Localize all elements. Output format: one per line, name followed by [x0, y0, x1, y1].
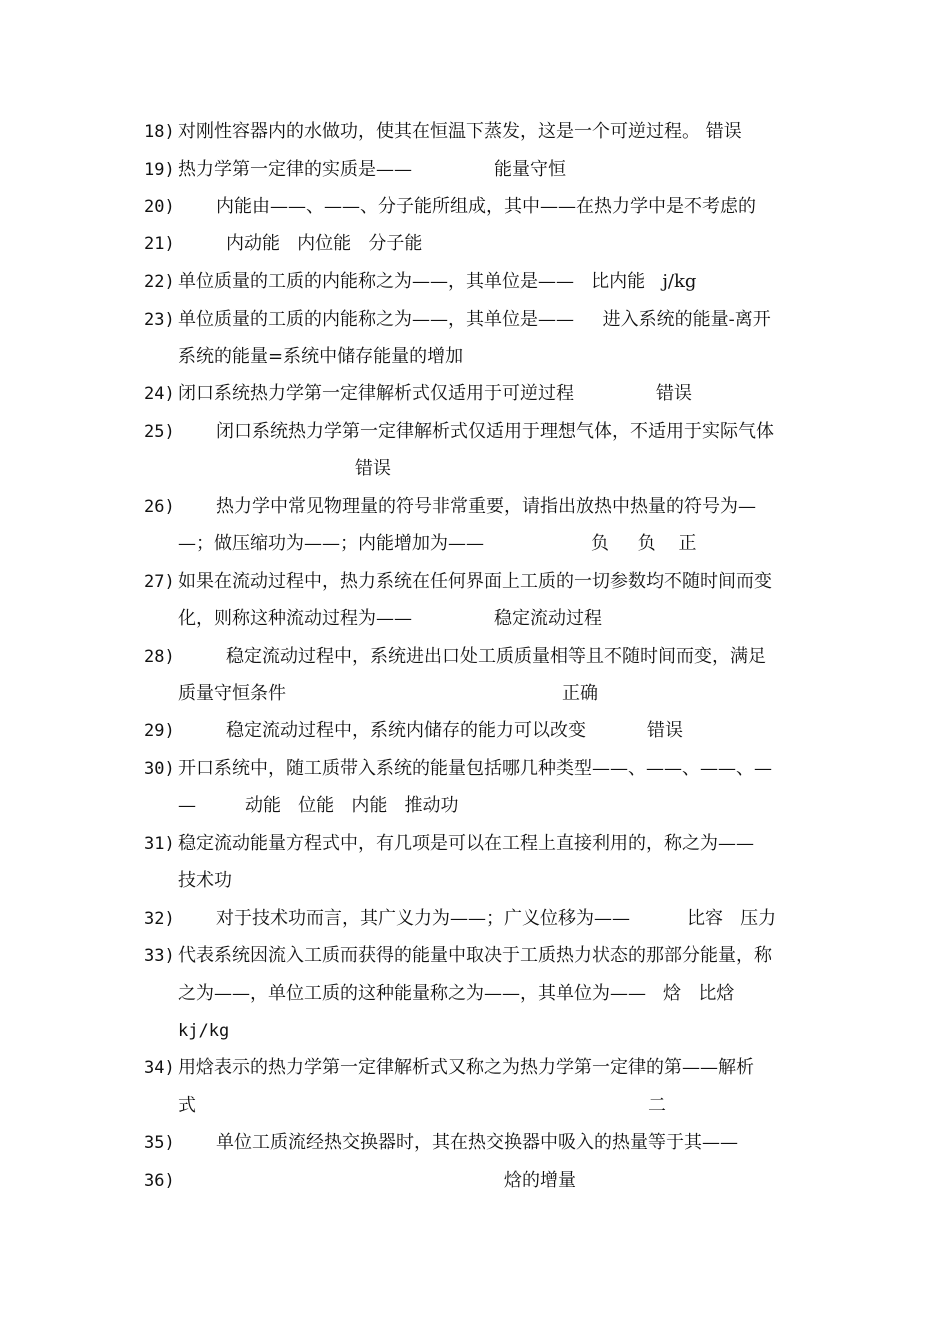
item-answer: 比容 压力 [687, 908, 777, 929]
item-text: 单位质量的工质的内能称之为——，其单位是—— 比内能 j/kg [178, 271, 697, 292]
list-item [0, 307, 950, 333]
item-number: 35) [144, 1133, 175, 1153]
item-number: 33) [144, 946, 175, 966]
item-text: 对刚性容器内的水做功，使其在恒温下蒸发，这是一个可逆过程。 错误 [178, 121, 742, 142]
list-item [0, 494, 950, 520]
item-number: 27) [144, 572, 175, 592]
item-text: 用焓表示的热力学第一定律解析式又称之为热力学第一定律的第——解析 [178, 1057, 754, 1078]
item-text: 如果在流动过程中，热力系统在任何界面上工质的一切参数均不随时间而变 [178, 571, 772, 592]
item-text: —；做压缩功为——；内能增加为—— [178, 533, 484, 554]
item-text: 内能由——、——、分子能所组成，其中——在热力学中是不考虑的 [216, 196, 756, 217]
item-text: 闭口系统热力学第一定律解析式仅适用于可逆过程 [178, 383, 574, 404]
item-number: 25) [144, 422, 175, 442]
item-text: 稳定流动过程中，系统进出口处工质质量相等且不随时间而变，满足 [226, 646, 766, 667]
item-text: 单位质量的工质的内能称之为——，其单位是—— 进入系统的能量-离开 [178, 309, 771, 330]
item-number: 21) [144, 234, 175, 254]
item-answer: 焓的增量 [504, 1170, 576, 1191]
list-item-continuation [0, 1018, 950, 1044]
list-item [0, 943, 950, 969]
list-item [0, 906, 950, 932]
item-text: 稳定流动能量方程式中，有几项是可以在工程上直接利用的，称之为—— [178, 833, 754, 854]
item-number: 26) [144, 497, 175, 517]
list-item [0, 119, 950, 145]
item-number: 24) [144, 384, 175, 404]
list-item-continuation [0, 456, 950, 482]
item-answer: 能量守恒 [494, 159, 566, 180]
item-text: 之为——，单位工质的这种能量称之为——，其单位为—— 焓 比焓 [178, 983, 735, 1004]
list-item [0, 1055, 950, 1081]
item-text: 内动能 内位能 分子能 [226, 233, 423, 254]
item-number: 29) [144, 721, 175, 741]
item-text: 单位工质流经热交换器时，其在热交换器中吸入的热量等于其—— [216, 1132, 738, 1153]
list-item [0, 756, 950, 782]
item-answer: 技术功 [178, 870, 232, 891]
item-answer: 负 负 正 [591, 533, 697, 554]
item-text: 代表系统因流入工质而获得的能量中取决于工质热力状态的那部分能量，称 [178, 945, 772, 966]
item-answer: 动能 位能 内能 推动功 [245, 795, 459, 816]
list-item-continuation [0, 981, 950, 1007]
item-text: 热力学第一定律的实质是—— [178, 159, 412, 180]
list-item [0, 194, 950, 220]
list-item-continuation [0, 344, 950, 370]
item-text: 闭口系统热力学第一定律解析式仅适用于理想气体，不适用于实际气体 [216, 421, 774, 442]
list-item [0, 644, 950, 670]
item-text: 式 [178, 1095, 196, 1116]
item-text: 稳定流动过程中，系统内储存的能力可以改变 [226, 720, 586, 741]
item-number: 23) [144, 310, 175, 330]
item-answer: 正确 [562, 683, 598, 704]
list-item [0, 569, 950, 595]
list-item [0, 381, 950, 407]
list-item [0, 1130, 950, 1156]
list-item [0, 231, 950, 257]
item-number: 36) [144, 1171, 175, 1191]
item-text: 热力学中常见物理量的符号非常重要，请指出放热中热量的符号为— [216, 496, 756, 517]
item-number: 28) [144, 647, 175, 667]
item-text: — [178, 795, 196, 816]
item-answer: 稳定流动过程 [494, 608, 602, 629]
item-text: 质量守恒条件 [178, 683, 286, 704]
list-item-continuation [0, 793, 950, 819]
item-number: 18) [144, 122, 175, 142]
item-number: 19) [144, 160, 175, 180]
list-item-continuation [0, 1093, 950, 1119]
item-number: 30) [144, 759, 175, 779]
list-item [0, 157, 950, 183]
item-answer: 错误 [656, 383, 692, 404]
item-number: 22) [144, 272, 175, 292]
item-text: 开口系统中，随工质带入系统的能量包括哪几种类型——、——、——、— [178, 758, 772, 779]
item-number: 20) [144, 197, 175, 217]
item-number: 34) [144, 1058, 175, 1078]
item-text: 对于技术功而言，其广义力为——；广义位移为—— [216, 908, 630, 929]
list-item [0, 831, 950, 857]
item-answer: 错误 [647, 720, 683, 741]
list-item [0, 269, 950, 295]
item-answer: kj/kg [178, 1021, 230, 1041]
list-item-continuation [0, 681, 950, 707]
item-answer: 错误 [355, 458, 391, 479]
list-item-continuation [0, 606, 950, 632]
list-item [0, 419, 950, 445]
list-item [0, 718, 950, 744]
list-item [0, 1168, 950, 1194]
item-number: 32) [144, 909, 175, 929]
item-answer: 二 [648, 1095, 666, 1116]
list-item-continuation [0, 531, 950, 557]
item-number: 31) [144, 834, 175, 854]
item-text: 化，则称这种流动过程为—— [178, 608, 412, 629]
list-item-continuation [0, 868, 950, 894]
item-text: 系统的能量=系统中储存能量的增加 [178, 346, 464, 367]
